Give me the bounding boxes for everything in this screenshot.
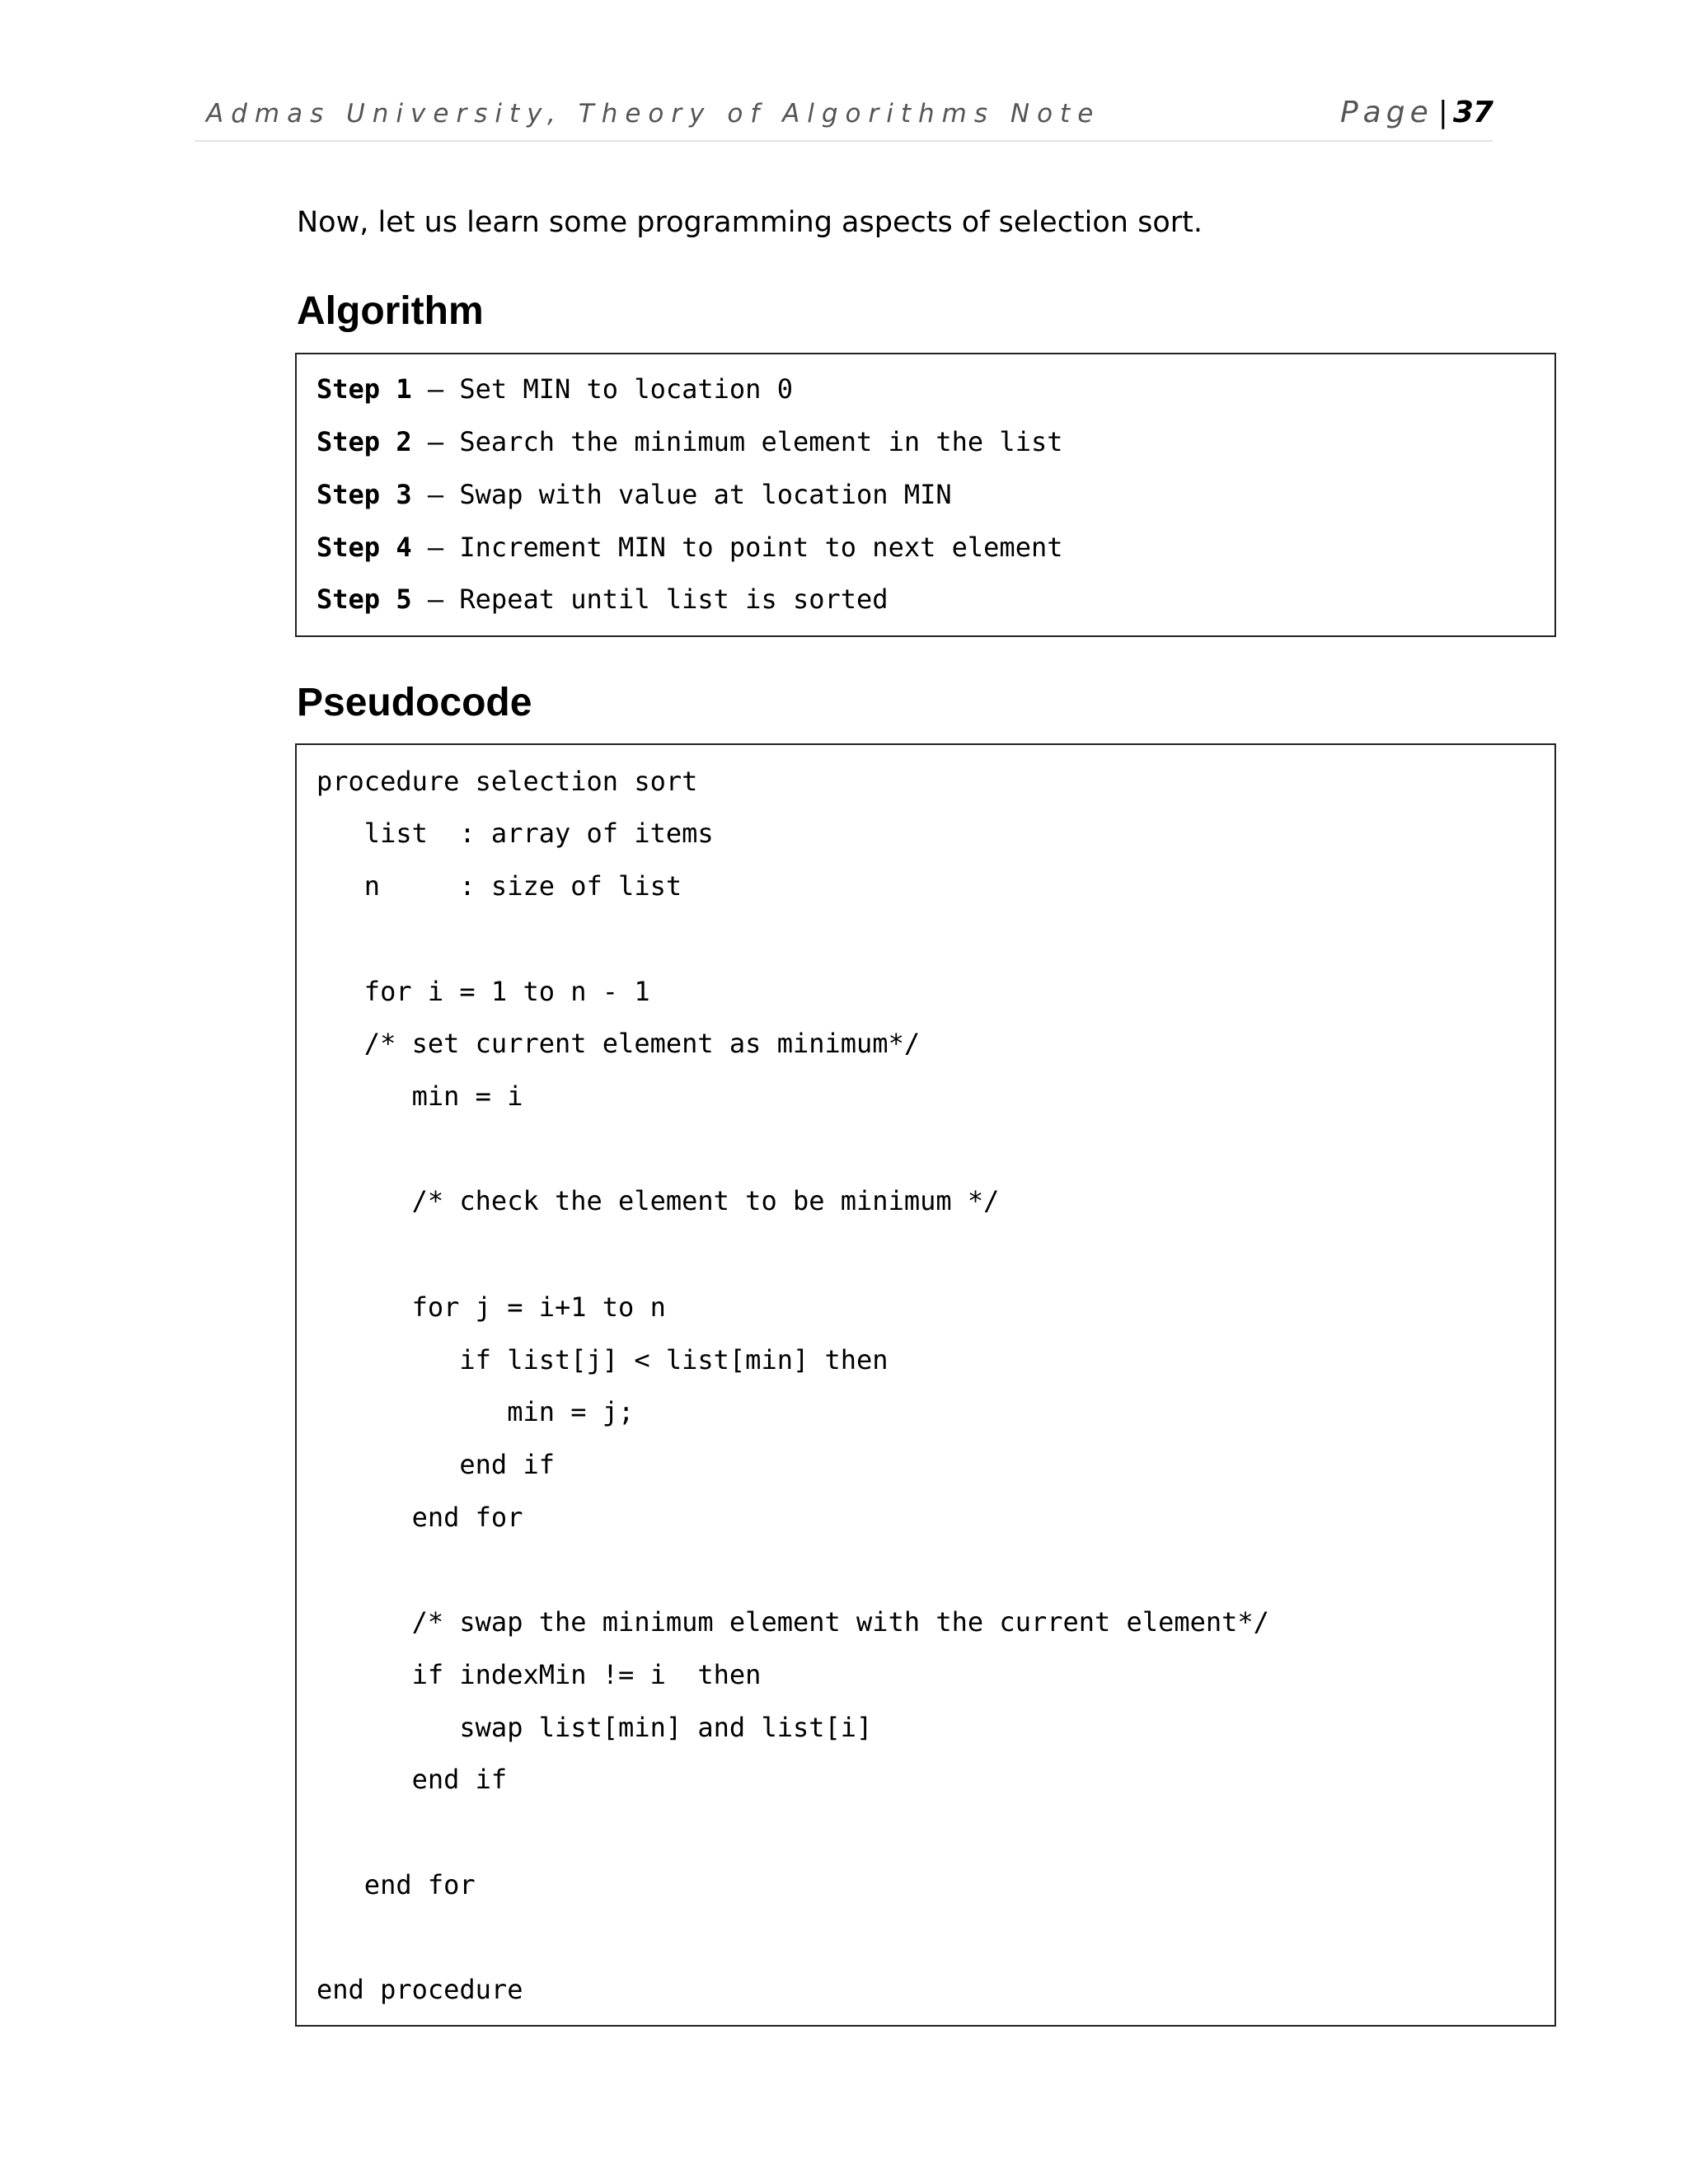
page-number-indicator	[1340, 96, 1493, 129]
algorithm-step	[316, 373, 793, 405]
algorithm-heading: Algorithm	[297, 289, 484, 333]
step-label: Step 4	[316, 532, 412, 563]
code-line: end if	[316, 1764, 508, 1795]
code-line: n : size of list	[316, 870, 682, 902]
intro-paragraph: Now, let us learn some programming aspects of selection sort.	[297, 206, 1203, 239]
algorithm-step	[316, 478, 952, 511]
page-label: Page	[1339, 96, 1433, 129]
page-separator: |	[1437, 96, 1448, 129]
code-line: end for	[316, 1502, 523, 1533]
step-label: Step 2	[316, 426, 412, 457]
algorithm-box	[295, 353, 1556, 637]
code-line: /* set current element as minimum*/	[316, 1028, 921, 1059]
step-label: Step 5	[316, 583, 412, 615]
algorithm-step	[316, 583, 889, 616]
code-line: list : array of items	[316, 818, 714, 849]
step-text: – Search the minimum element in the list	[427, 426, 1063, 457]
step-text: – Repeat until list is sorted	[427, 583, 889, 615]
pseudocode-heading: Pseudocode	[297, 681, 532, 724]
header-title: Admas University, Theory of Algorithms Note	[206, 99, 1101, 129]
page-number: 37	[1452, 96, 1493, 129]
code-line: for j = i+1 to n	[316, 1291, 666, 1323]
code-line: if indexMin != i then	[316, 1659, 762, 1690]
code-line: for i = 1 to n - 1	[316, 976, 650, 1007]
code-line: /* swap the minimum element with the current element*/	[316, 1606, 1269, 1638]
code-line: /* check the element to be minimum */	[316, 1185, 1000, 1216]
step-label: Step 3	[316, 479, 412, 510]
step-text: – Swap with value at location MIN	[427, 479, 952, 510]
page-header	[195, 92, 1493, 142]
code-line: end for	[316, 1869, 476, 1900]
step-label: Step 1	[316, 373, 412, 405]
code-line: end if	[316, 1449, 555, 1480]
algorithm-step	[316, 531, 1062, 564]
code-line: procedure selection sort	[316, 766, 698, 797]
pseudocode-box	[295, 743, 1556, 2027]
step-text: – Increment MIN to point to next element	[427, 532, 1063, 563]
algorithm-step	[316, 425, 1062, 458]
code-line: min = i	[316, 1080, 523, 1112]
step-text: – Set MIN to location 0	[427, 373, 793, 405]
code-line: if list[j] < list[min] then	[316, 1344, 889, 1376]
code-line: end procedure	[316, 1974, 523, 2005]
code-line: min = j;	[316, 1396, 635, 1427]
code-line: swap list[min] and list[i]	[316, 1712, 873, 1743]
